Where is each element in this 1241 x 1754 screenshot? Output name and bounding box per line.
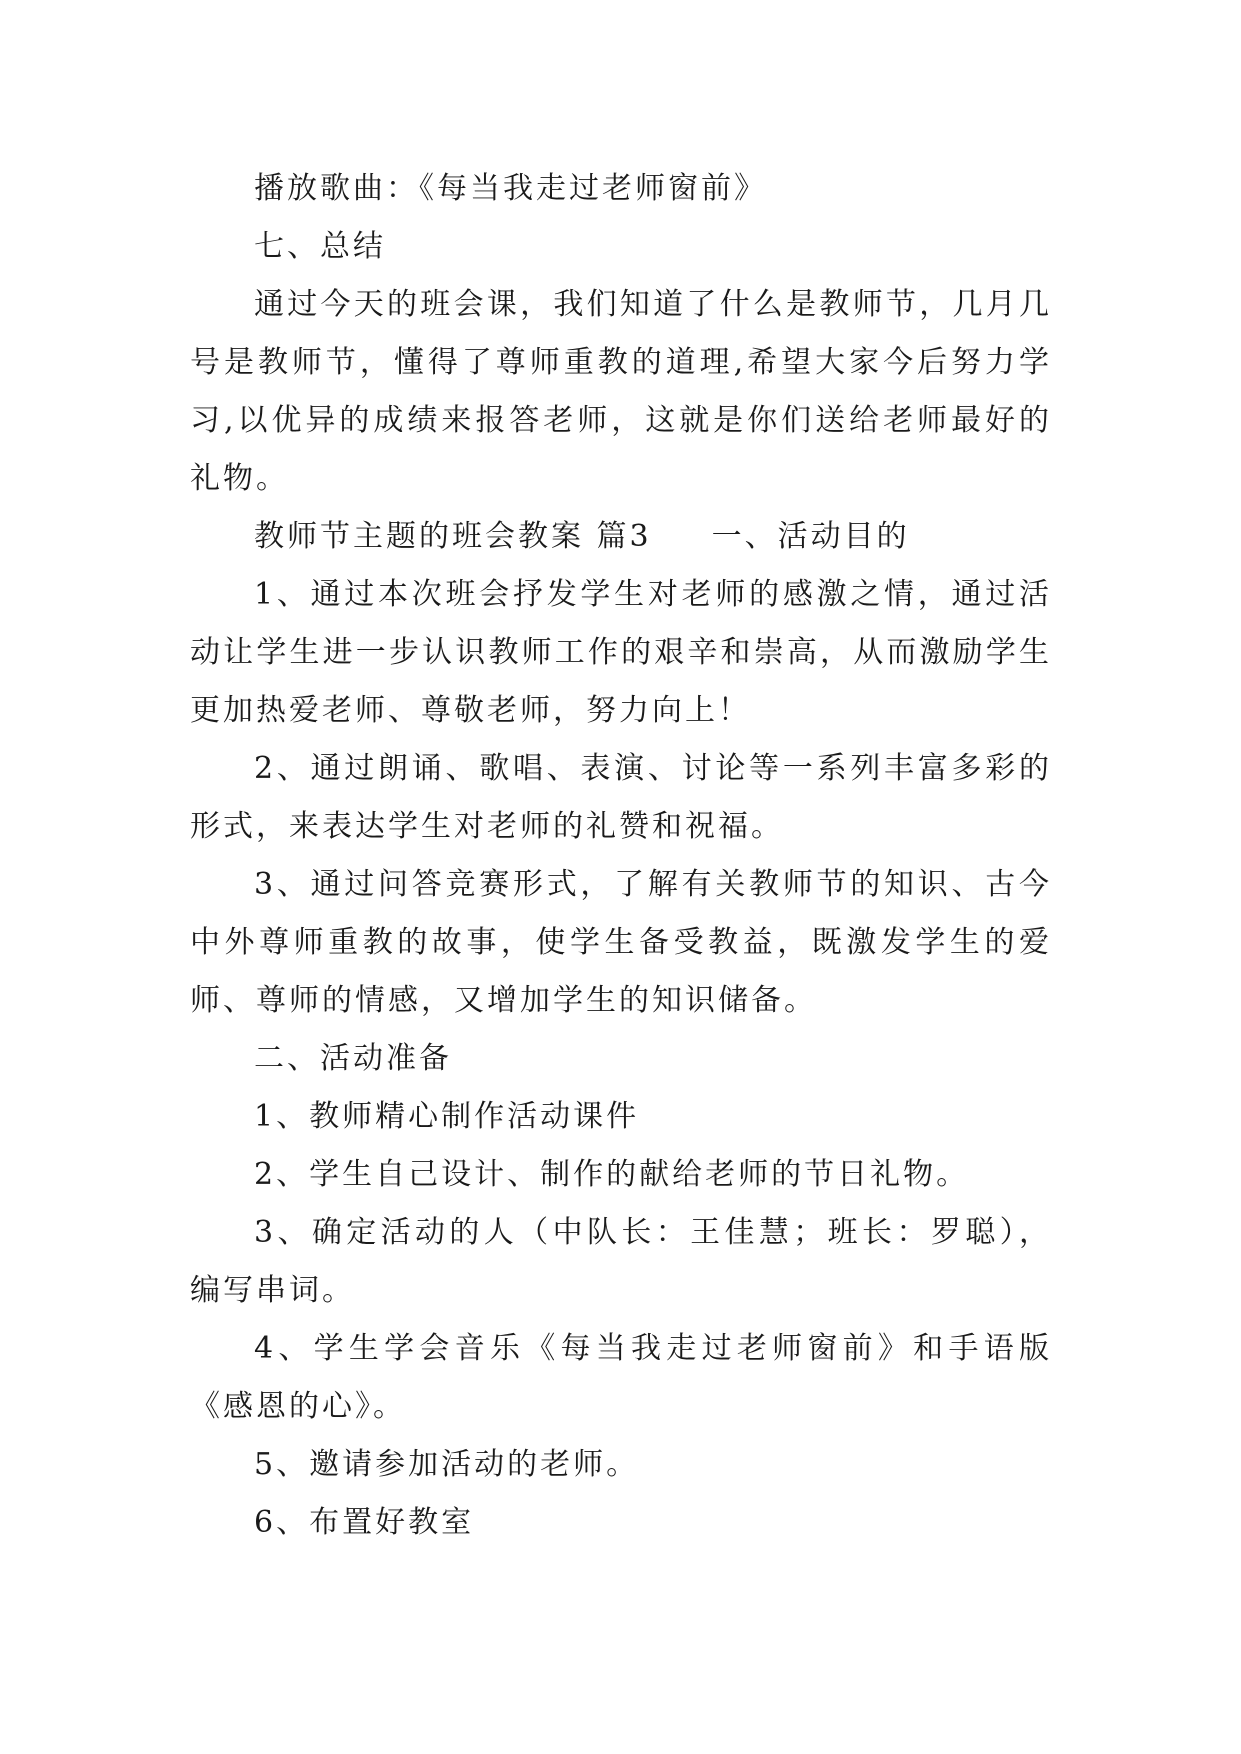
paragraph-prep-4: 4、学生学会音乐《每当我走过老师窗前》和手语版《感恩的心》。 (190, 1331, 1052, 1424)
paragraph-summary: 通过今天的班会课，我们知道了什么是教师节，几月几号是教师节，懂得了尊师重教的道理,希望大家今后努力学习,以优异的成绩来报答老师，这就是你们送给老师最好的礼物。 (190, 287, 1052, 496)
document-page (190, 160, 1052, 1552)
heading-activity-goal: 一、活动目的 (711, 519, 910, 554)
paragraph-prep-3: 3、确定活动的人（中队长：王佳慧；班长：罗聪），编写串词。 (190, 1215, 1052, 1308)
heading-activity-prep: 二、活动准备 (254, 1041, 452, 1076)
heading-summary: 七、总结 (254, 229, 386, 264)
paragraph-prep-6: 6、布置好教室 (254, 1505, 475, 1540)
paragraph-prep-1: 1、教师精心制作活动课件 (254, 1099, 640, 1134)
section-title: 教师节主题的班会教案 篇3 (254, 519, 652, 554)
paragraph-goal-1: 1、通过本次班会抒发学生对老师的感激之情，通过活动让学生进一步认识教师工作的艰辛和崇高，从而激励学生更加热爱老师、尊敬老师，努力向上！ (190, 577, 1052, 728)
section-title-line (190, 508, 1052, 566)
paragraph-prep-5: 5、邀请参加活动的老师。 (254, 1447, 640, 1482)
paragraph-prep-2: 2、学生自己设计、制作的献给老师的节日礼物。 (254, 1157, 970, 1192)
paragraph-goal-2: 2、通过朗诵、歌唱、表演、讨论等一系列丰富多彩的形式，来表达学生对老师的礼赞和祝福。 (190, 751, 1052, 844)
paragraph-song: 播放歌曲：《每当我走过老师窗前》 (254, 171, 767, 206)
paragraph-goal-3: 3、通过问答竞赛形式，了解有关教师节的知识、古今中外尊师重教的故事，使学生备受教益，既激发学生的爱师、尊师的情感，又增加学生的知识储备。 (190, 867, 1052, 1018)
